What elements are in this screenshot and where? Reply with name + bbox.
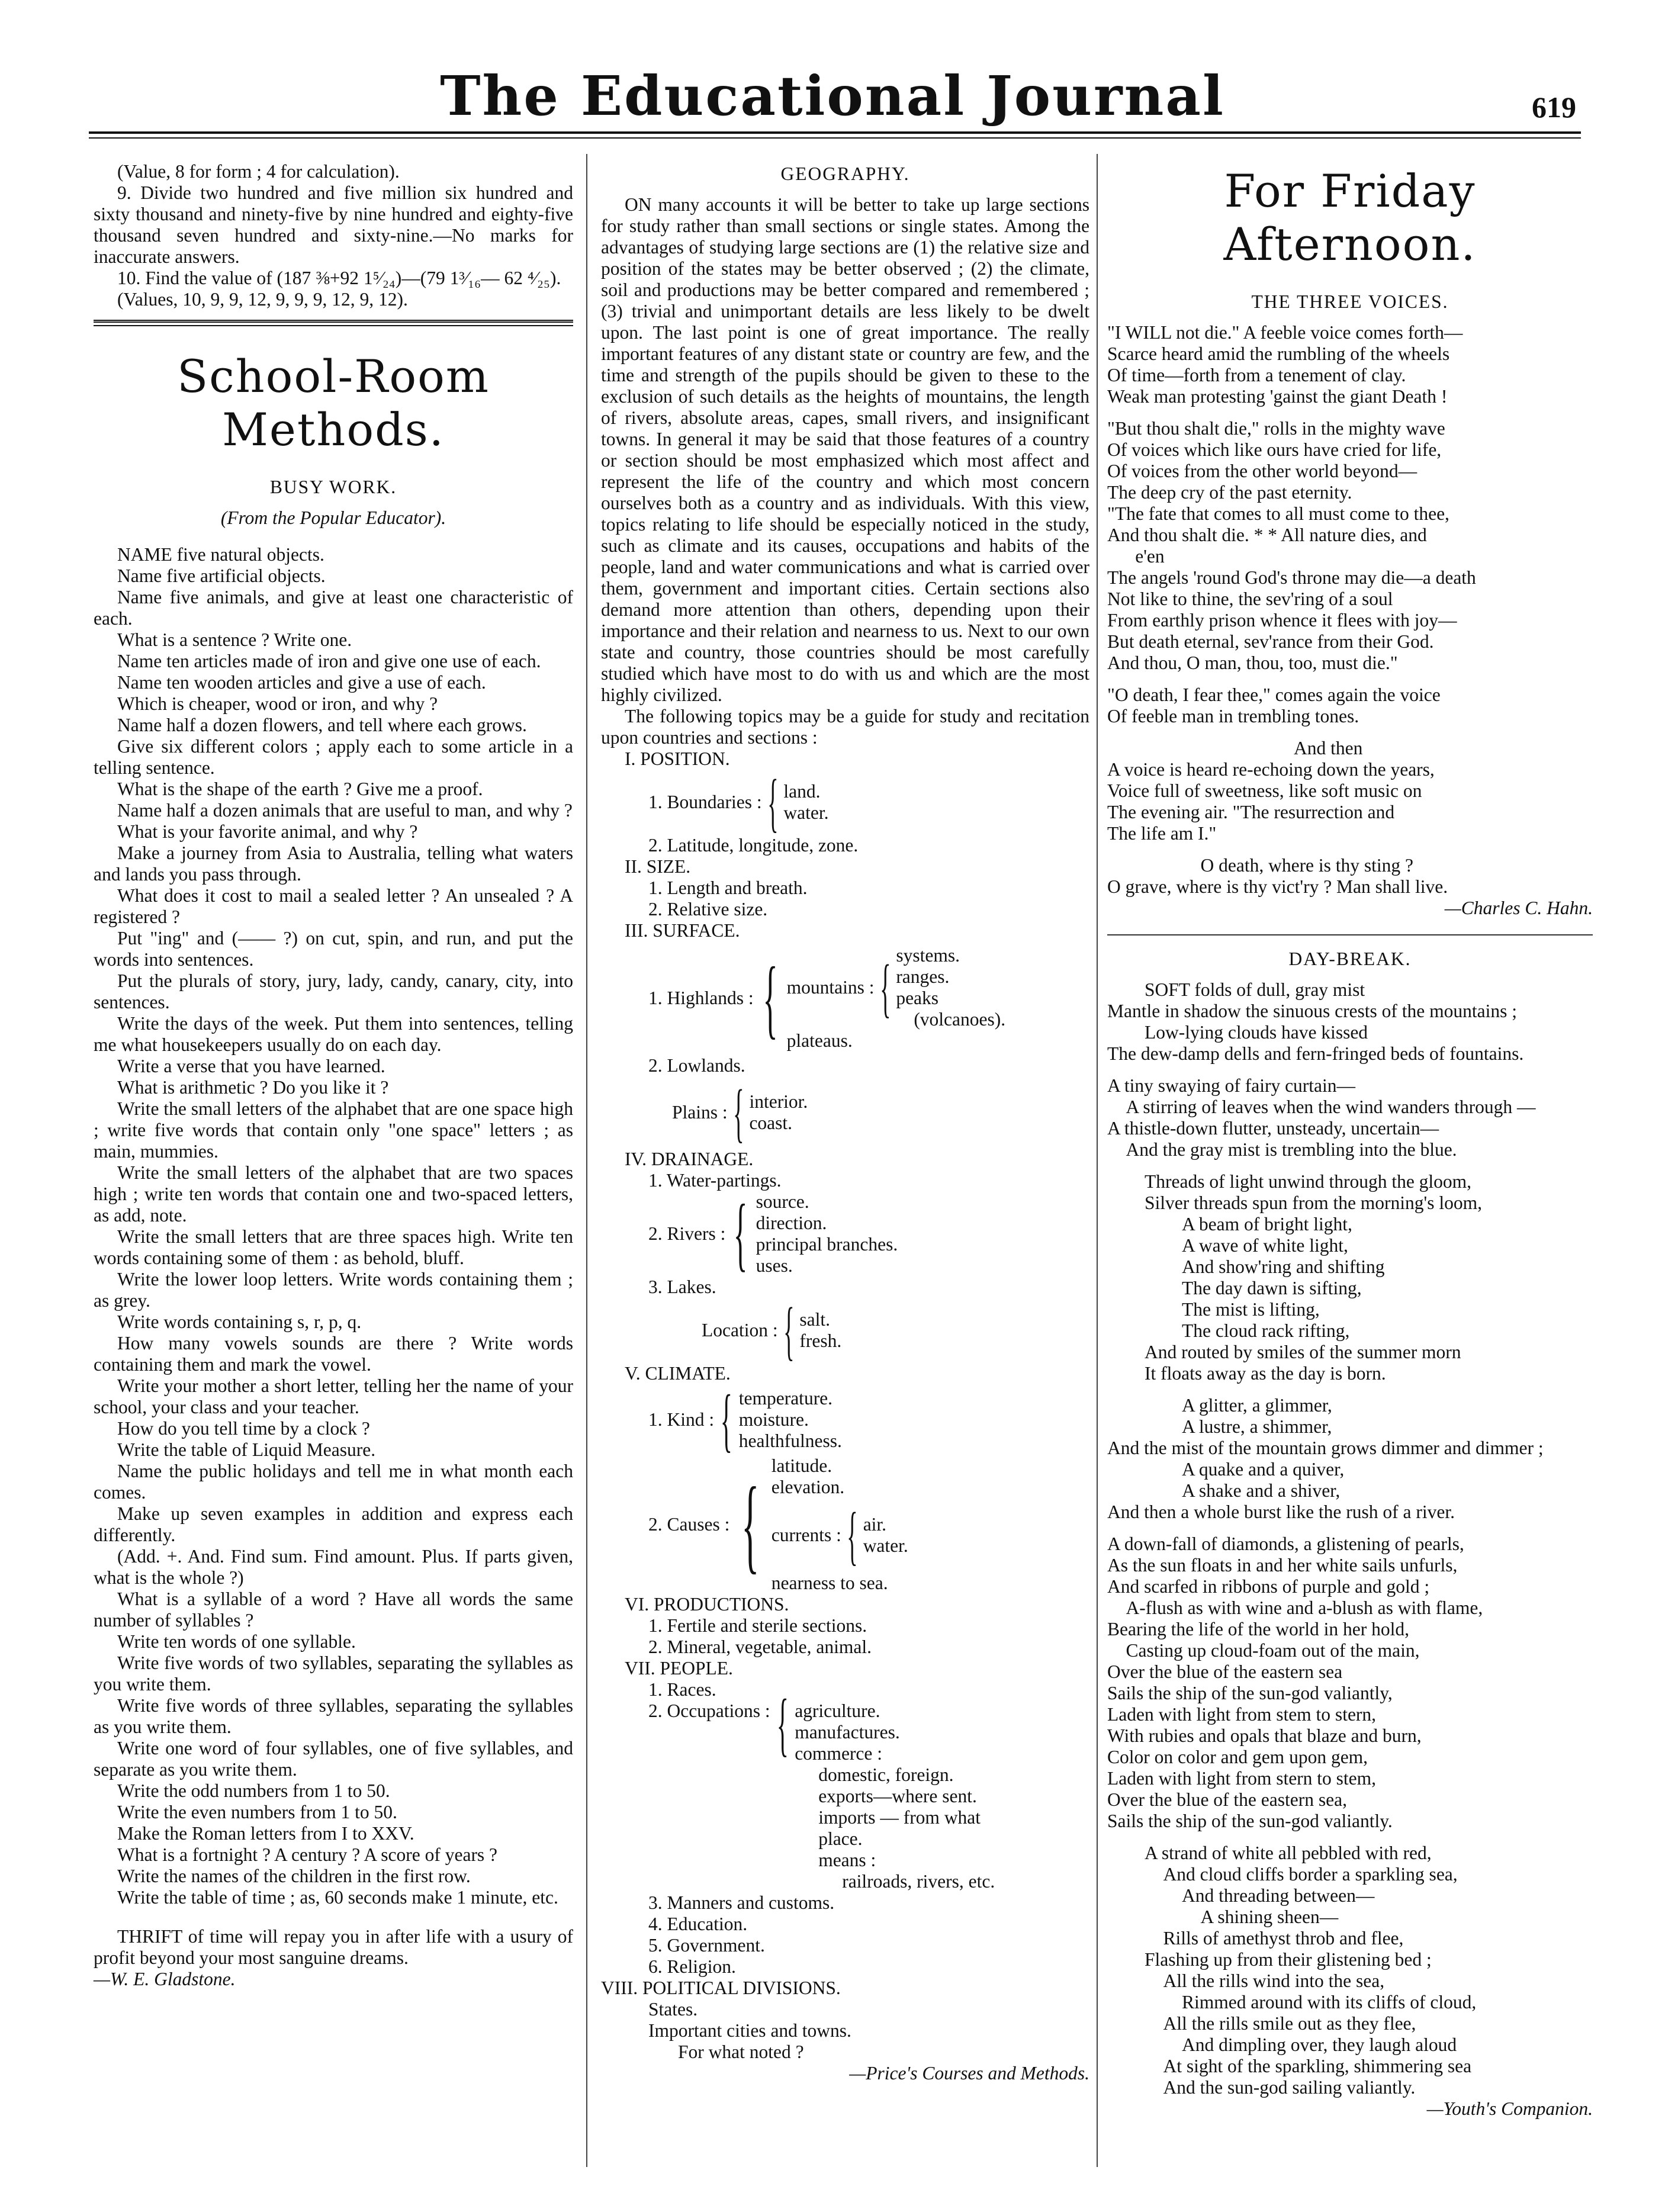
poem-line: A strand of white all pebbled with red, bbox=[1107, 1843, 1432, 1863]
outline-row bbox=[625, 1455, 1089, 1594]
poem-line: A down-fall of diamonds, a glistening of pearls, bbox=[1107, 1533, 1464, 1554]
outline-subitem: railroads, rivers, etc. bbox=[842, 1871, 995, 1892]
outline-subitem: healthfulness. bbox=[738, 1430, 842, 1451]
poem-line: But death eternal, sev'rance from their God. bbox=[1107, 631, 1434, 652]
outline-row bbox=[625, 1294, 1089, 1367]
outline-political bbox=[601, 1978, 1089, 2063]
outline-climate bbox=[601, 1363, 1089, 1594]
poem-line: And thou, O man, thou, too, must die." bbox=[1107, 652, 1398, 673]
outline-item: 2. Lowlands. bbox=[648, 1055, 745, 1076]
poem-line: A quake and a quiver, bbox=[1107, 1459, 1345, 1480]
poem-line bbox=[1107, 674, 1593, 684]
busy-work-item: What does it cost to mail a sealed letter ? An unsealed ? A registered ? bbox=[94, 885, 578, 927]
poem-line: The cloud rack rifting, bbox=[1107, 1320, 1350, 1341]
outline-heading: VI. PRODUCTIONS. bbox=[625, 1594, 789, 1615]
outline-subitem: uses. bbox=[756, 1255, 793, 1276]
outline-drainage bbox=[601, 1149, 1089, 1367]
poem-line: Color on color and gem upon gem, bbox=[1107, 1747, 1368, 1767]
outline-item: 1. Boundaries : bbox=[648, 792, 762, 812]
busy-work-item: NAME five natural objects. bbox=[117, 544, 324, 565]
poem-line: A voice is heard re-echoing down the years, bbox=[1107, 759, 1435, 780]
outline-subitem: salt. bbox=[799, 1309, 831, 1330]
poem-line: Voice full of sweetness, like soft music on bbox=[1107, 780, 1422, 801]
busy-work-item: How many vowels sounds are there ? Write words containing them and mark the vowel. bbox=[94, 1333, 578, 1375]
outline-item: 1. Fertile and sterile sections. bbox=[648, 1615, 867, 1636]
busy-work-item: Write the lower loop letters. Write words containing them ; as grey. bbox=[94, 1269, 578, 1311]
busy-work-item: What is arithmetic ? Do you like it ? bbox=[117, 1077, 389, 1098]
poem-line: e'en bbox=[1107, 546, 1165, 567]
poem-line: The day dawn is sifting, bbox=[1107, 1278, 1362, 1298]
outline-item: States. bbox=[648, 1999, 698, 2020]
column-divider-2 bbox=[1097, 154, 1098, 2167]
outline-row bbox=[771, 1499, 908, 1571]
outline-item: 2. Occupations : bbox=[648, 1700, 770, 1721]
header-rule-thin bbox=[89, 137, 1581, 139]
outline-row bbox=[625, 766, 1089, 838]
outline-subitem: temperature. bbox=[738, 1388, 833, 1409]
outline-item: 2. Relative size. bbox=[648, 899, 768, 919]
outline-row bbox=[625, 1188, 1089, 1279]
brace: { bbox=[783, 1294, 795, 1367]
column-divider-1 bbox=[586, 154, 587, 2167]
poem-line: "I WILL not die." A feeble voice comes forth— bbox=[1107, 322, 1463, 343]
busy-work-item: What is a syllable of a word ? Have all words the same number of syllables ? bbox=[94, 1589, 578, 1631]
busy-work-item: Write the days of the week. Put them into sentences, telling me what housekeepers usually do on each day. bbox=[94, 1013, 578, 1055]
column-middle bbox=[601, 161, 1089, 2084]
section-title-school-room: School-Room Methods. bbox=[177, 350, 490, 456]
outline-subitem: systems. bbox=[896, 945, 960, 966]
poem-line: All the rills wind into the sea, bbox=[1107, 1970, 1385, 1991]
gladstone-quote: THRIFT of time will repay you in after life with a usury of profit beyond your most sanguine dreams. bbox=[94, 1926, 573, 1968]
busy-work-item: What is the shape of the earth ? Give me a proof. bbox=[117, 779, 483, 799]
outline-subitem: water. bbox=[783, 802, 829, 823]
brace: { bbox=[767, 766, 779, 838]
outline-subitem: fresh. bbox=[799, 1330, 842, 1351]
outline-item: 2. Latitude, longitude, zone. bbox=[648, 835, 859, 856]
brace-items bbox=[795, 1700, 996, 1892]
outline-item: Plains : bbox=[672, 1102, 728, 1123]
busy-work-item: Name the public holidays and tell me in what month each comes. bbox=[94, 1461, 578, 1503]
busy-work-item: Write the names of the children in the first row. bbox=[117, 1866, 471, 1886]
poem-line: Bearing the life of the world in her hold, bbox=[1107, 1619, 1409, 1639]
poem-three-voices-title: THE THREE VOICES. bbox=[1251, 291, 1449, 312]
outline-subitem: peaks bbox=[896, 988, 939, 1008]
outline-subitem: plateaus. bbox=[786, 1030, 853, 1051]
poem-line: And scarfed in ribbons of purple and gold ; bbox=[1107, 1576, 1430, 1597]
outline-item: 2. Mineral, vegetable, animal. bbox=[648, 1637, 872, 1657]
poem-line: From earthly prison whence it flees with joy— bbox=[1107, 610, 1457, 631]
poem-line: Laden with light from stern to stem, bbox=[1107, 1768, 1377, 1789]
outline-item: 1. Water-partings. bbox=[648, 1170, 782, 1191]
outline-subitem: water. bbox=[863, 1535, 908, 1556]
poem-line: Sails the ship of the sun-god valiantly, bbox=[1107, 1683, 1393, 1703]
poem-line: And the gray mist is trembling into the blue. bbox=[1107, 1139, 1457, 1160]
poem-line: A-flush as with wine and a-blush as with flame, bbox=[1107, 1597, 1483, 1618]
poem-line bbox=[1107, 727, 1593, 738]
poem-three-voices-signature: —Charles C. Hahn. bbox=[1444, 898, 1593, 918]
outline-heading: II. SIZE. bbox=[625, 856, 691, 877]
column-left bbox=[94, 161, 578, 1990]
outline-heading: VIII. POLITICAL DIVISIONS. bbox=[601, 1978, 841, 1998]
poem-line: A tiny swaying of fairy curtain— bbox=[1107, 1075, 1356, 1096]
busy-work-list bbox=[94, 544, 578, 1908]
poem-line: Weak man protesting 'gainst the giant Death ! bbox=[1107, 386, 1448, 407]
outline-subitem: means : bbox=[818, 1850, 876, 1870]
brace-items bbox=[799, 1309, 841, 1352]
busy-work-item: How do you tell time by a clock ? bbox=[117, 1418, 370, 1439]
outline-position bbox=[601, 748, 1089, 856]
poem-line: The angels 'round God's throne may die—a death bbox=[1107, 567, 1476, 588]
poem-line: And cloud cliffs border a sparkling sea, bbox=[1107, 1864, 1458, 1885]
header-rule bbox=[89, 131, 1581, 134]
outline-subitem: coast. bbox=[749, 1113, 793, 1133]
outline-subitem: agriculture. bbox=[795, 1700, 880, 1721]
busy-work-item: Name five artificial objects. bbox=[117, 565, 326, 586]
poem-line: Laden with light from stem to stern, bbox=[1107, 1704, 1377, 1725]
busy-work-item: Write the small letters of the alphabet that are one space high ; write five words that contain only "one space" letters ; as main, mummies. bbox=[94, 1098, 578, 1162]
outline-surface bbox=[601, 920, 1089, 1149]
poem-line: And show'ring and shifting bbox=[1107, 1256, 1385, 1277]
outline-subitem: ranges. bbox=[896, 966, 950, 987]
outline-heading: VII. PEOPLE. bbox=[625, 1658, 733, 1679]
busy-work-source: (From the Popular Educator). bbox=[220, 507, 446, 528]
outline-subitem: commerce : bbox=[795, 1743, 882, 1764]
busy-work-item: Name five animals, and give at least one characteristic of each. bbox=[94, 587, 578, 629]
geography-paragraph-1: ON many accounts it will be better to take up large sections for study rather than small sections or single states. Among the advantages of studying large sections are (1) the relative size and position of the states may be better observed ; (2) the climate, soil and productions may be better compared and remembered ; (3) trivial and unimportant details are less likely to be dwelt upon. The last point is one of great importance. The really important features of any distant state or country are few, and the time and strength of the pupils should be given to these to the exclusion of such details as the heights of mountains, the length of rivers, absolute areas, capes, small rivers, and insignificant towns. In general it may be said that those features of a country or section should be most emphasized which most affect and represent the life of the country and which most concern ourselves both as a country and as individuals. With this view, topics relating to life should be especially noticed in the study, such as climate and its causes, occupations and habits of the people, land and water communications and what is carried over them, government and important cities. Certain sections also demand more attention than others, depending upon their importance and their relation and nearness to us. Next to our own state and country, those countries should be most carefully studied which have most to do with us and which are the most highly civilized. bbox=[601, 194, 1089, 705]
brace: { bbox=[879, 951, 891, 1024]
poem-line: A beam of bright light, bbox=[1107, 1214, 1352, 1234]
outline-item: 6. Religion. bbox=[648, 1956, 736, 1977]
gladstone-signature: —W. E. Gladstone. bbox=[94, 1969, 236, 1989]
busy-work-item: Write five words of two syllables, separating the syllables as you write them. bbox=[94, 1652, 578, 1695]
poem-line: Over the blue of the eastern sea bbox=[1107, 1661, 1343, 1682]
poem-line: The dew-damp dells and fern-fringed beds of fountains. bbox=[1107, 1043, 1524, 1064]
poem-line: Rimmed around with its cliffs of cloud, bbox=[1107, 1992, 1477, 2012]
outline-item: Important cities and towns. bbox=[648, 2020, 851, 2041]
busy-work-item: Make a journey from Asia to Australia, telling what waters and lands you pass through. bbox=[94, 843, 578, 885]
section-title-friday: For Friday Afternoon. bbox=[1223, 165, 1477, 271]
poem-line: Casting up cloud-foam out of the main, bbox=[1107, 1640, 1420, 1661]
poem-line: Over the blue of the eastern sea, bbox=[1107, 1789, 1347, 1810]
poem-day-break bbox=[1107, 979, 1593, 2098]
outline-subitem: imports — from what place. bbox=[818, 1807, 981, 1849]
poem-line: A stirring of leaves when the wind wanders through — bbox=[1107, 1097, 1536, 1117]
outline-subitem: interior. bbox=[749, 1091, 808, 1112]
busy-work-item: Write your mother a short letter, telling her the name of your school, your class and your teacher. bbox=[94, 1375, 578, 1417]
outline-item: 3. Manners and customs. bbox=[648, 1892, 835, 1913]
busy-work-item: Write five words of three syllables, separating the syllables as you write them. bbox=[94, 1695, 578, 1737]
brace-items bbox=[783, 781, 828, 824]
poem-line bbox=[1107, 844, 1593, 855]
poem-divider bbox=[1107, 934, 1593, 935]
outline-subitem: air. bbox=[863, 1514, 887, 1535]
poem-line: It floats away as the day is born. bbox=[1107, 1363, 1386, 1384]
poem-line: "O death, I fear thee," comes again the voice bbox=[1107, 684, 1441, 705]
outline-item: 1. Highlands : bbox=[648, 988, 754, 1008]
poem-line: And dimpling over, they laugh aloud bbox=[1107, 2034, 1457, 2055]
poem-line bbox=[1107, 1523, 1593, 1533]
outline-item: For what noted ? bbox=[678, 2041, 804, 2062]
busy-work-item: Write the small letters of the alphabet that are two spaces high ; write ten words that contain one and two-spaced letters, as add, note. bbox=[94, 1162, 578, 1226]
outline-row bbox=[625, 1380, 1089, 1459]
outline-item: Location : bbox=[702, 1320, 778, 1340]
outline-subitem: elevation. bbox=[771, 1477, 845, 1497]
busy-work-item: Which is cheaper, wood or iron, and why ? bbox=[117, 693, 438, 714]
poem-line bbox=[1107, 1160, 1593, 1171]
outline-item: 4. Education. bbox=[648, 1914, 748, 1934]
poem-line: And threading between— bbox=[1107, 1885, 1375, 1906]
busy-work-item: Give six different colors ; apply each to some article in a telling sentence. bbox=[94, 736, 578, 778]
poem-line: And then bbox=[1107, 738, 1363, 758]
busy-work-item: Write the even numbers from 1 to 50. bbox=[117, 1802, 397, 1822]
brace: { bbox=[763, 949, 778, 1047]
busy-work-item: Write ten words of one syllable. bbox=[117, 1631, 356, 1652]
outline-row bbox=[787, 945, 1006, 1030]
poem-line: Of voices from the other world beyond— bbox=[1107, 461, 1418, 481]
poem-line: The evening air. "The resurrection and bbox=[1107, 802, 1395, 822]
brace-items bbox=[787, 945, 1006, 1052]
outline-item: 1. Races. bbox=[648, 1679, 716, 1700]
outline-subitem: mountains : bbox=[786, 977, 875, 998]
outline-row bbox=[625, 945, 1089, 1052]
brace: { bbox=[732, 1076, 744, 1149]
poem-line: Threads of light unwind through the gloom, bbox=[1107, 1171, 1472, 1192]
outline-subitem: direction. bbox=[756, 1213, 827, 1233]
outline-subitem: principal branches. bbox=[756, 1234, 898, 1255]
value-note: (Value, 8 for form ; 4 for calculation). bbox=[117, 161, 400, 182]
busy-work-item: Put the plurals of story, jury, lady, candy, canary, city, into sentences. bbox=[94, 970, 578, 1012]
poem-line: And the sun-god sailing valiantly. bbox=[1107, 2077, 1416, 2098]
brace: { bbox=[734, 1188, 748, 1279]
poem-three-voices bbox=[1107, 322, 1593, 898]
poem-line: All the rills smile out as they flee, bbox=[1107, 2013, 1416, 2034]
outline-heading: III. SURFACE. bbox=[625, 920, 740, 941]
outline-subitem: manufactures. bbox=[795, 1722, 900, 1742]
busy-work-item: Write words containing s, r, p, q. bbox=[117, 1311, 362, 1332]
busy-work-item: Put "ing" and (—— ?) on cut, spin, and run, and put the words into sentences. bbox=[94, 928, 578, 970]
poem-line: The deep cry of the past eternity. bbox=[1107, 482, 1352, 503]
outline-row bbox=[625, 1076, 1089, 1149]
busy-work-item: Write a verse that you have learned. bbox=[117, 1056, 385, 1076]
poem-line: Mantle in shadow the sinuous crests of the mountains ; bbox=[1107, 1001, 1518, 1021]
outline-heading: IV. DRAINAGE. bbox=[625, 1149, 754, 1169]
outline-subitem: latitude. bbox=[771, 1455, 832, 1476]
busy-work-item: Name half a dozen animals that are useful to man, and why ? bbox=[117, 800, 573, 821]
brace-items bbox=[756, 1191, 898, 1277]
outline-subitem: domestic, foreign. bbox=[818, 1764, 954, 1785]
busy-work-item: Write the odd numbers from 1 to 50. bbox=[117, 1780, 390, 1801]
outline-subitem: (volcanoes). bbox=[914, 1009, 1006, 1030]
poem-line bbox=[1107, 407, 1593, 418]
poem-line: The mist is lifting, bbox=[1107, 1299, 1320, 1320]
busy-work-item: What is a sentence ? Write one. bbox=[117, 629, 352, 650]
poem-line: And then a whole burst like the rush of a river. bbox=[1107, 1502, 1455, 1522]
outline-item: 1. Length and breath. bbox=[648, 877, 808, 898]
brace: { bbox=[776, 1684, 789, 1763]
poem-line bbox=[1107, 1065, 1593, 1075]
poem-line: SOFT folds of dull, gray mist bbox=[1107, 979, 1365, 1000]
busy-work-item: Write the table of Liquid Measure. bbox=[117, 1439, 376, 1460]
geography-signature: —Price's Courses and Methods. bbox=[849, 2063, 1089, 2084]
poem-line: Not like to thine, the sev'ring of a soul bbox=[1107, 589, 1393, 609]
poem-line: And the mist of the mountain grows dimmer and dimmer ; bbox=[1107, 1438, 1544, 1458]
outline-subitem: exports—where sent. bbox=[818, 1786, 977, 1806]
brace-items bbox=[772, 1455, 908, 1594]
poem-line: Of time—forth from a tenement of clay. bbox=[1107, 365, 1406, 385]
outline-subitem: moisture. bbox=[738, 1409, 809, 1430]
question-10: 10. Find the value of (187 ⅜+92 1⁵⁄₂₄)—(79 1³⁄₁₆— 62 ⁴⁄₂₅). bbox=[117, 268, 561, 288]
poem-line: With rubies and opals that blaze and burn, bbox=[1107, 1725, 1422, 1746]
poem-line: A lustre, a shimmer, bbox=[1107, 1416, 1332, 1437]
poem-line: A glitter, a glimmer, bbox=[1107, 1395, 1332, 1416]
busy-work-item: Write the small letters that are three spaces high. Write ten words containing some of them : as behold, bluff. bbox=[94, 1226, 578, 1268]
busy-work-item: What is your favorite animal, and why ? bbox=[117, 821, 418, 842]
poem-line: O grave, where is thy vict'ry ? Man shall live. bbox=[1107, 876, 1448, 897]
values-note: (Values, 10, 9, 9, 12, 9, 9, 9, 12, 9, 12). bbox=[117, 289, 408, 310]
brace: { bbox=[741, 1465, 760, 1583]
poem-line: Low-lying clouds have kissed bbox=[1107, 1022, 1368, 1043]
poem-line: Flashing up from their glistening bed ; bbox=[1107, 1949, 1432, 1970]
poem-day-break-title: DAY-BREAK. bbox=[1288, 949, 1412, 969]
outline-item: 2. Causes : bbox=[648, 1514, 730, 1535]
poem-line: Rills of amethyst throb and flee, bbox=[1107, 1928, 1404, 1949]
poem-line: Scarce heard amid the rumbling of the wheels bbox=[1107, 343, 1450, 364]
column-right bbox=[1107, 161, 1593, 2120]
outline-heading: I. POSITION. bbox=[625, 748, 730, 769]
busy-work-item: Make up seven examples in addition and express each differently. bbox=[94, 1503, 578, 1545]
poem-day-break-signature: —Youth's Companion. bbox=[1426, 2098, 1593, 2119]
journal-title: The Educational Journal bbox=[440, 64, 1225, 128]
outline-item: 5. Government. bbox=[648, 1935, 765, 1956]
busy-work-title: BUSY WORK. bbox=[269, 477, 397, 497]
poem-line: And routed by smiles of the summer morn bbox=[1107, 1342, 1461, 1362]
outline-item: 3. Lakes. bbox=[648, 1277, 716, 1297]
outline-subitem: land. bbox=[783, 781, 821, 802]
outline-subitem: nearness to sea. bbox=[771, 1573, 888, 1593]
outline-people bbox=[601, 1658, 1089, 1978]
page-number: 619 bbox=[1532, 91, 1576, 124]
busy-work-item: Name half a dozen flowers, and tell where each grows. bbox=[117, 715, 527, 735]
poem-line: At sight of the sparkling, shimmering sea bbox=[1107, 2056, 1472, 2076]
poem-line: Of feeble man in trembling tones. bbox=[1107, 706, 1359, 726]
poem-line: A shake and a shiver, bbox=[1107, 1480, 1341, 1501]
brace-items bbox=[863, 1514, 908, 1557]
outline-item: 2. Rivers : bbox=[648, 1223, 726, 1244]
brace-items bbox=[739, 1388, 842, 1452]
outline-subitem: source. bbox=[756, 1191, 809, 1212]
busy-work-item: Write the table of time ; as, 60 seconds make 1 minute, etc. bbox=[117, 1887, 558, 1908]
outline-heading: V. CLIMATE. bbox=[625, 1363, 731, 1384]
outline-item: 1. Kind : bbox=[648, 1409, 715, 1430]
poem-line: A wave of white light, bbox=[1107, 1235, 1348, 1256]
busy-work-item: Make the Roman letters from I to XXV. bbox=[117, 1823, 414, 1844]
poem-line: Sails the ship of the sun-god valiantly. bbox=[1107, 1811, 1393, 1831]
outline-size bbox=[601, 856, 1089, 920]
poem-line: Of voices which like ours have cried for life, bbox=[1107, 439, 1442, 460]
outline-subitem: currents : bbox=[771, 1525, 841, 1545]
busy-work-item: (Add. +. And. Find sum. Find amount. Plus. If parts given, what is the whole ?) bbox=[94, 1546, 578, 1588]
geography-paragraph-2: The following topics may be a guide for study and recitation upon countries and sections : bbox=[601, 706, 1089, 748]
busy-work-item: Write one word of four syllables, one of five syllables, and separate as you write them. bbox=[94, 1738, 578, 1780]
poem-line: O death, where is thy sting ? bbox=[1107, 855, 1414, 876]
busy-work-item: Name ten wooden articles and give a use of each. bbox=[117, 672, 486, 693]
section-divider bbox=[94, 320, 573, 326]
brace: { bbox=[720, 1380, 733, 1459]
outline-productions bbox=[601, 1594, 1089, 1658]
busy-work-item: Name ten articles made of iron and give one use of each. bbox=[117, 651, 541, 671]
busy-work-item: What is a fortnight ? A century ? A score of years ? bbox=[117, 1844, 498, 1865]
brace: { bbox=[847, 1499, 858, 1571]
poem-line bbox=[1107, 1832, 1593, 1843]
poem-line: "The fate that comes to all must come to thee, bbox=[1107, 503, 1449, 524]
poem-line: A shining sheen— bbox=[1107, 1906, 1339, 1927]
poem-line: "But thou shalt die," rolls in the mighty wave bbox=[1107, 418, 1445, 439]
question-9: 9. Divide two hundred and five million six hundred and sixty thousand and ninety-five by nine hundred and eighty-five thousand seven hundred and sixty-nine.—No marks for inaccurate answers. bbox=[94, 182, 573, 267]
poem-line: Silver threads spun from the morning's loom, bbox=[1107, 1192, 1482, 1213]
poem-line: The life am I." bbox=[1107, 823, 1217, 844]
brace-items bbox=[896, 945, 1005, 1030]
poem-line bbox=[1107, 1384, 1593, 1395]
poem-line: And thou shalt die. * * All nature dies, and bbox=[1107, 525, 1427, 545]
brace-items bbox=[749, 1091, 808, 1134]
poem-line: A thistle-down flutter, unsteady, uncertain— bbox=[1107, 1118, 1439, 1139]
geography-title: GEOGRAPHY. bbox=[780, 163, 910, 184]
poem-line: As the sun floats in and her white sails unfurls, bbox=[1107, 1555, 1458, 1576]
